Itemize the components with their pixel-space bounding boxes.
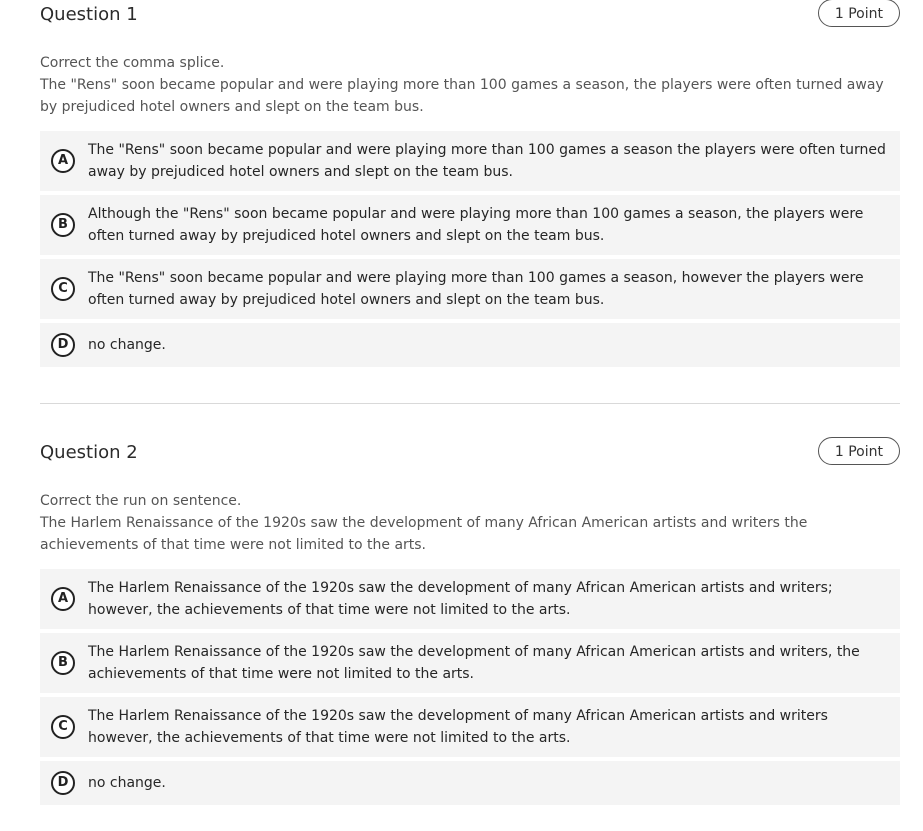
- option-text: The Harlem Renaissance of the 1920s saw the development of many African American artists and writers however, the achievements of that time were not limited to the arts.: [88, 708, 828, 746]
- option-d[interactable]: [40, 323, 900, 367]
- question-2: [40, 440, 900, 809]
- option-text: The Harlem Renaissance of the 1920s saw the development of many African American artists and writers; however, the achievements of that time were not limited to the arts.: [88, 580, 833, 618]
- option-c[interactable]: [40, 259, 900, 319]
- option-a[interactable]: [40, 569, 900, 629]
- option-letter-d: D: [51, 333, 75, 357]
- option-text: no change.: [88, 337, 166, 353]
- question-divider: [40, 403, 900, 404]
- answer-options: [40, 569, 900, 805]
- option-text: Although the "Rens" soon became popular and were playing more than 100 games a season, the players were often turned away by prejudiced hotel owners and slept on the team bus.: [88, 206, 864, 244]
- option-c[interactable]: [40, 697, 900, 757]
- option-text: no change.: [88, 775, 166, 791]
- option-d[interactable]: [40, 761, 900, 805]
- question-prompt: [40, 52, 900, 118]
- option-text: The "Rens" soon became popular and were playing more than 100 games a season, however the players were often turned away by prejudiced hotel owners and slept on the team bus.: [88, 270, 864, 308]
- option-letter-a: A: [51, 149, 75, 173]
- option-letter-c: C: [51, 715, 75, 739]
- option-letter-b: B: [51, 651, 75, 675]
- question-title: Question 2: [40, 442, 138, 463]
- question-sentence: The "Rens" soon became popular and were playing more than 100 games a season, the players were often turned away by prejudiced hotel owners and slept on the team bus.: [40, 77, 884, 115]
- option-letter-c: C: [51, 277, 75, 301]
- option-a[interactable]: [40, 131, 900, 191]
- option-letter-a: A: [51, 587, 75, 611]
- question-header: [40, 440, 900, 470]
- question-instruction: Correct the comma splice.: [40, 55, 225, 71]
- question-prompt: [40, 490, 900, 556]
- option-letter-b: B: [51, 213, 75, 237]
- question-header: [40, 2, 900, 32]
- option-b[interactable]: [40, 633, 900, 693]
- question-instruction: Correct the run on sentence.: [40, 493, 242, 509]
- option-text: The "Rens" soon became popular and were playing more than 100 games a season the players were often turned away by prejudiced hotel owners and slept on the team bus.: [88, 142, 886, 180]
- option-b[interactable]: [40, 195, 900, 255]
- points-badge: 1 Point: [818, 0, 900, 27]
- answer-options: [40, 131, 900, 367]
- option-text: The Harlem Renaissance of the 1920s saw the development of many African American artists and writers, the achievements of that time were not limited to the arts.: [88, 644, 860, 682]
- question-title: Question 1: [40, 4, 138, 25]
- question-sentence: The Harlem Renaissance of the 1920s saw the development of many African American artists and writers the achievements of that time were not limited to the arts.: [40, 515, 808, 553]
- option-letter-d: D: [51, 771, 75, 795]
- points-badge: 1 Point: [818, 437, 900, 465]
- question-1: [40, 2, 900, 371]
